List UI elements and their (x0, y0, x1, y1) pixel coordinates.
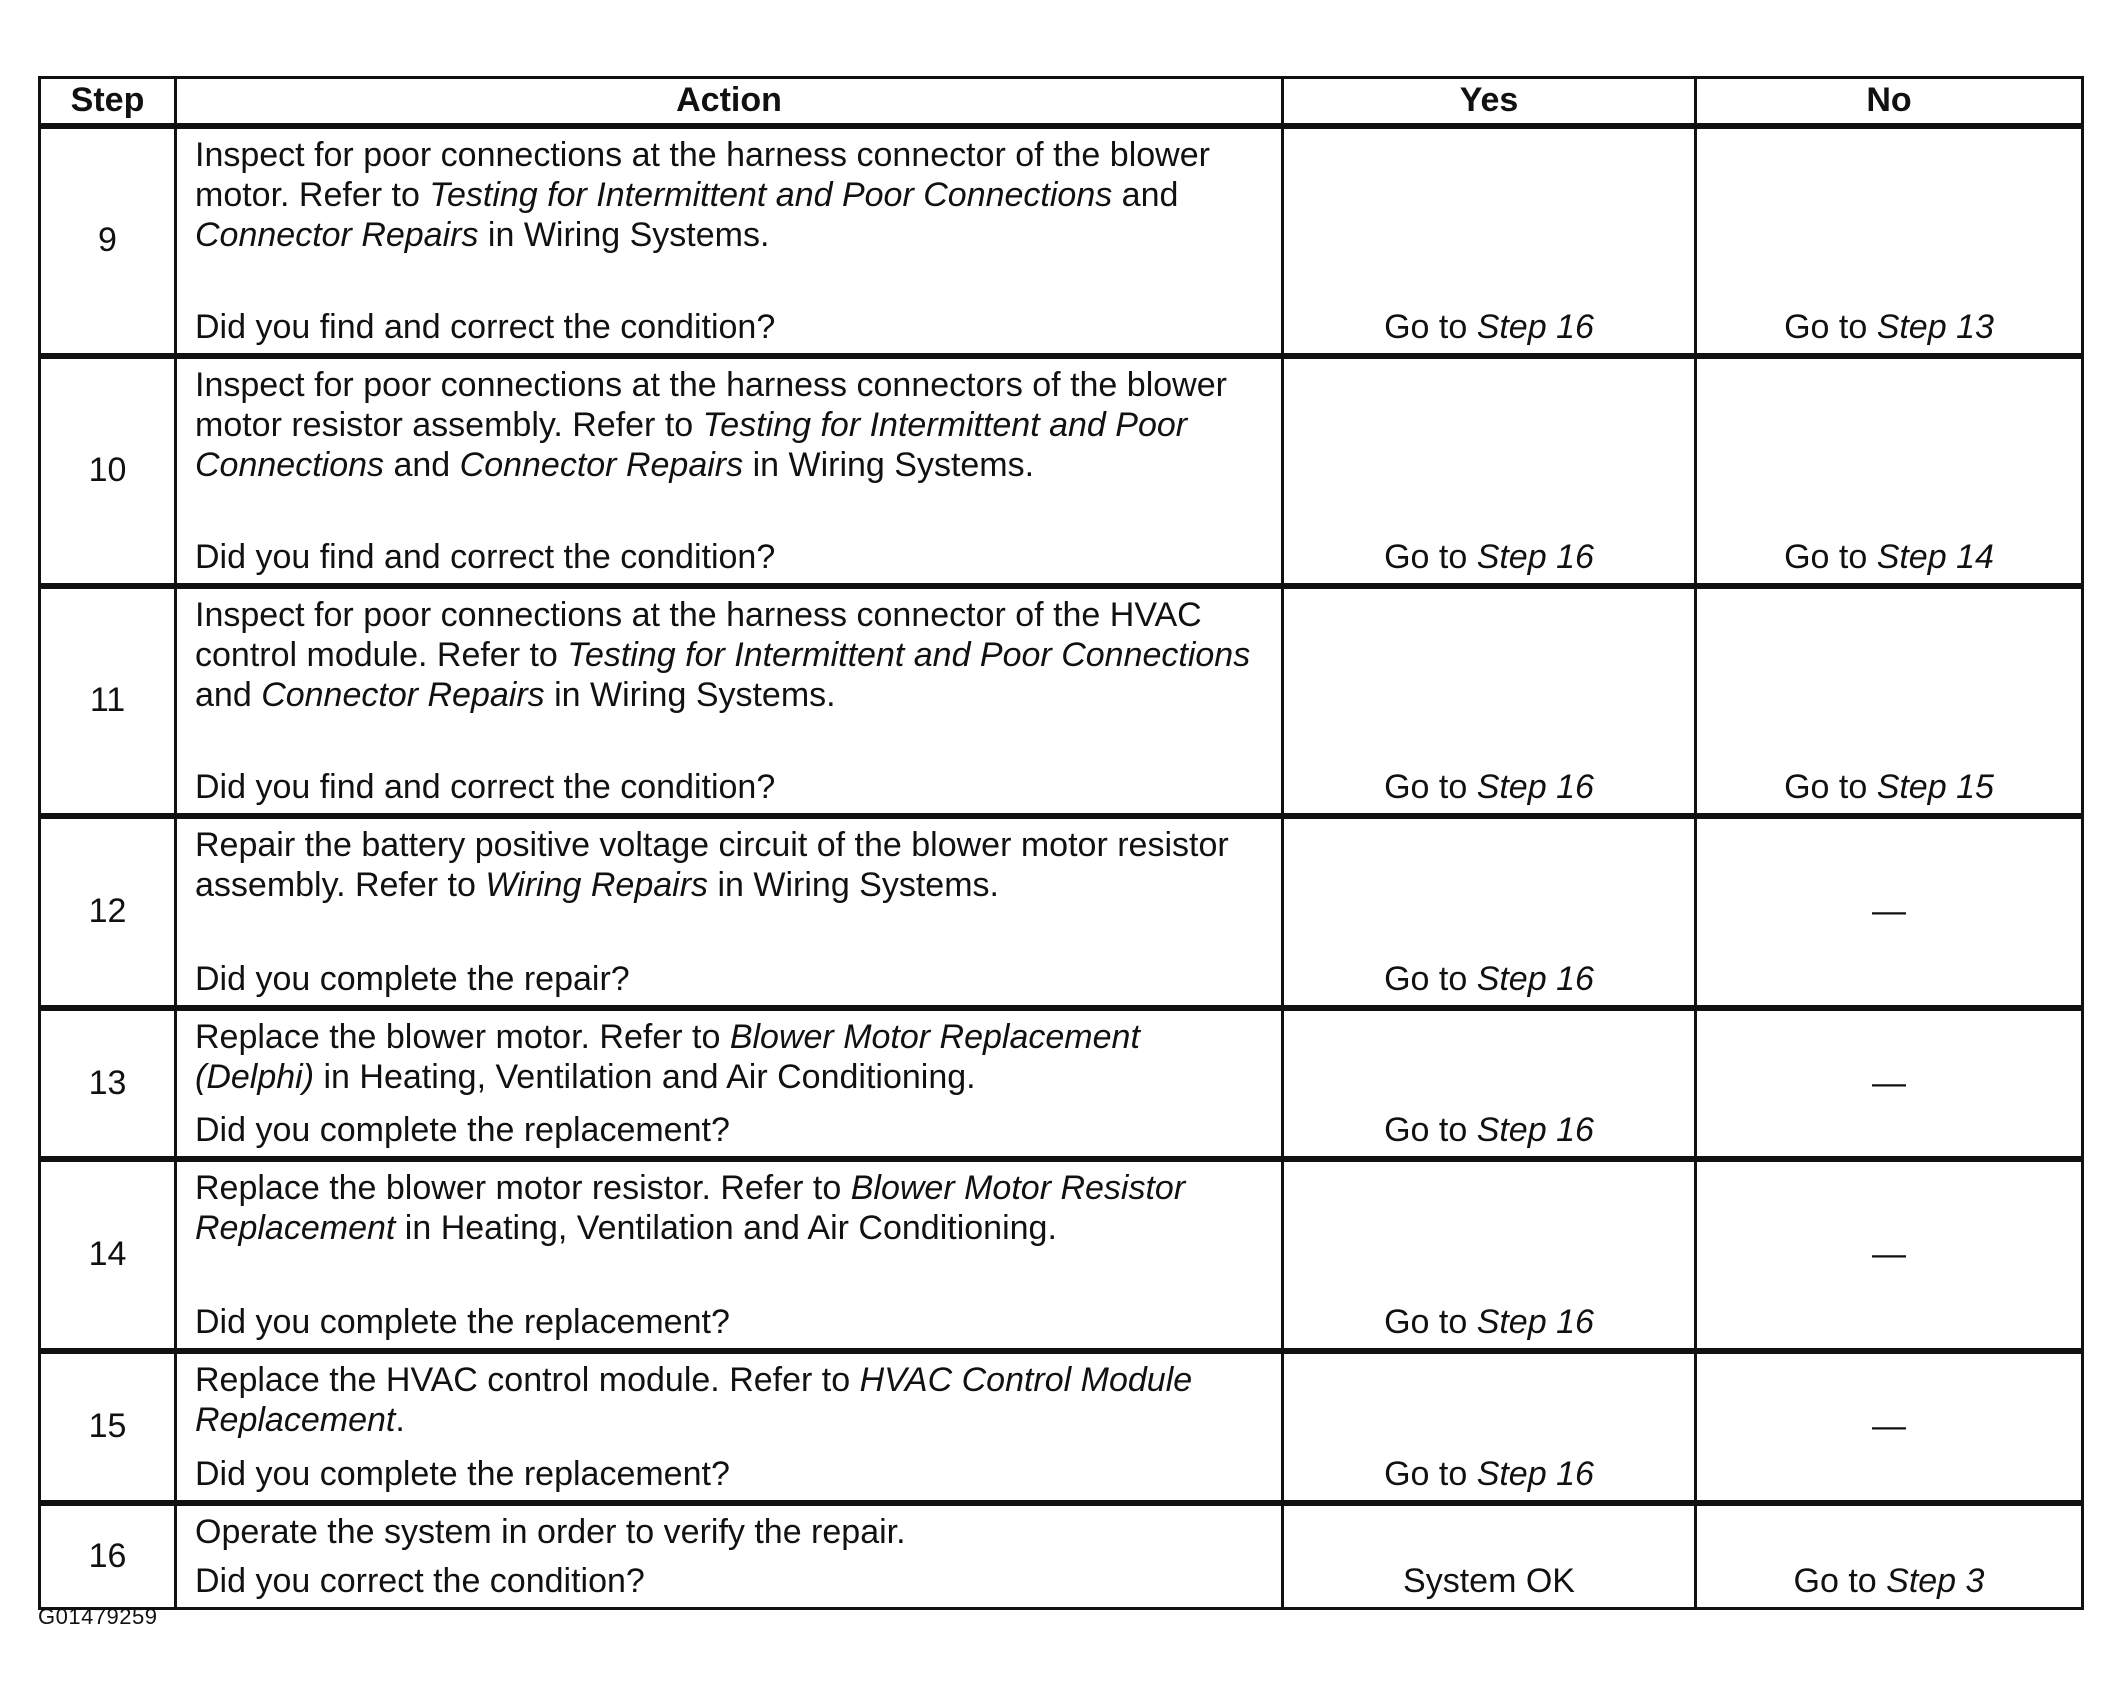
table-row (40, 356, 2083, 586)
text-segment: Operate the system in order to verify the repair. (195, 1512, 906, 1551)
text-segment: Go to (1793, 1561, 1887, 1600)
text-segment: in Wiring Systems. (708, 865, 999, 904)
text-segment: Go to (1384, 1110, 1477, 1149)
action-instruction (195, 1168, 1265, 1248)
reference-link-text: Step 16 (1476, 307, 1594, 346)
text-segment: Replace the blower motor. Refer to (195, 1017, 730, 1056)
reference-link-text: Step 16 (1476, 1454, 1594, 1493)
reference-link-text: Testing for Intermittent and Poor Connections (429, 175, 1113, 214)
text-segment: Go to (1384, 537, 1477, 576)
text-segment: Go to (1384, 1454, 1477, 1493)
action-question: Did you complete the repair? (195, 959, 630, 998)
action-cell (176, 586, 1283, 816)
action-cell (176, 1351, 1283, 1503)
text-segment: and (384, 445, 460, 484)
no-result (1696, 356, 2083, 586)
action-cell (176, 1159, 1283, 1351)
action-instruction (195, 1360, 1265, 1440)
reference-link-text: Blower Motor Resistor Replacement (195, 1168, 1186, 1247)
text-segment: Go to (1384, 959, 1477, 998)
text-segment: in Heating, Ventilation and Air Conditioning. (314, 1057, 976, 1096)
reference-link-text: Connector Repairs (261, 675, 545, 714)
reference-link-text: Connector Repairs (459, 445, 744, 484)
table-body (40, 126, 2083, 1609)
action-instruction (195, 365, 1265, 485)
figure-id: G01479259 (38, 1604, 158, 1629)
yes-result (1283, 1351, 1696, 1503)
yes-result (1283, 1503, 1696, 1609)
action-question: Did you complete the replacement? (195, 1454, 730, 1493)
step-number: 16 (40, 1503, 176, 1609)
action-cell (176, 1503, 1283, 1609)
step-number: 12 (40, 816, 176, 1008)
yes-result (1283, 356, 1696, 586)
table-row (40, 126, 2083, 356)
action-question: Did you complete the replacement? (195, 1110, 730, 1149)
reference-link-text: HVAC Control Module Replacement (195, 1360, 1193, 1439)
action-cell (176, 816, 1283, 1008)
text-segment: . (395, 1400, 405, 1439)
action-question: Did you complete the replacement? (195, 1302, 730, 1341)
action-cell (176, 1008, 1283, 1159)
action-cell (176, 126, 1283, 356)
text-segment: Go to (1384, 767, 1477, 806)
header-action: Action (176, 78, 1283, 126)
text-segment: System OK (1403, 1561, 1575, 1600)
text-segment: Replace the HVAC control module. Refer to (195, 1360, 860, 1399)
step-number: 14 (40, 1159, 176, 1351)
table-row (40, 1159, 2083, 1351)
reference-link-text: Step 13 (1876, 307, 1994, 346)
no-result (1696, 1159, 2083, 1351)
reference-link-text: Testing for Intermittent and Poor Connections (567, 635, 1251, 674)
text-segment: in Wiring Systems. (544, 675, 836, 714)
action-question: Did you correct the condition? (195, 1561, 645, 1600)
reference-link-text: Step 16 (1476, 537, 1594, 576)
text-segment: in Wiring Systems. (478, 215, 770, 254)
text-segment: — (1872, 1407, 1906, 1445)
text-segment: — (1872, 1063, 1906, 1102)
text-segment: Inspect for poor connections at the harness connector of the HVAC control module. Refer to (195, 595, 1202, 674)
reference-link-text: Step 16 (1476, 1110, 1594, 1149)
reference-link-text: Step 3 (1886, 1561, 1985, 1600)
reference-link-text: Testing for Intermittent and Poor Connections (195, 405, 1188, 484)
reference-link-text: Blower Motor Replacement (Delphi) (195, 1017, 1140, 1096)
reference-link-text: Step 14 (1876, 537, 1994, 576)
no-result (1696, 126, 2083, 356)
action-instruction (195, 595, 1265, 715)
action-question: Did you find and correct the condition? (195, 307, 776, 346)
yes-result (1283, 1159, 1696, 1351)
yes-result (1283, 126, 1696, 356)
text-segment: and (1112, 175, 1179, 214)
step-number: 9 (40, 126, 176, 356)
header-row (40, 78, 2083, 126)
diagnostic-table (38, 76, 2084, 1610)
text-segment: Go to (1384, 1302, 1477, 1341)
text-segment: in Heating, Ventilation and Air Conditioning. (395, 1208, 1057, 1247)
header-yes: Yes (1283, 78, 1696, 126)
table-row (40, 1503, 2083, 1609)
text-segment: Inspect for poor connections at the harness connectors of the blower motor resistor assembly. Refer to (195, 365, 1227, 444)
table-row (40, 1008, 2083, 1159)
text-segment: — (1872, 892, 1906, 930)
text-segment: Replace the blower motor resistor. Refer to (195, 1168, 851, 1207)
header-no: No (1696, 78, 2083, 126)
no-result (1696, 1351, 2083, 1503)
action-instruction (195, 1017, 1265, 1097)
yes-result (1283, 586, 1696, 816)
reference-link-text: Step 16 (1476, 767, 1594, 806)
table-row (40, 816, 2083, 1008)
text-segment: Repair the battery positive voltage circuit of the blower motor resistor assembly. Refer to (195, 825, 1229, 904)
step-number: 11 (40, 586, 176, 816)
yes-result (1283, 816, 1696, 1008)
reference-link-text: Step 16 (1476, 1302, 1594, 1341)
reference-link-text: Connector Repairs (195, 215, 479, 254)
text-segment: — (1872, 1235, 1906, 1273)
header-step: Step (40, 78, 176, 126)
text-segment: in Wiring Systems. (743, 445, 1035, 484)
reference-link-text: Step 16 (1476, 959, 1594, 998)
reference-link-text: Wiring Repairs (485, 865, 709, 904)
no-result (1696, 1503, 2083, 1609)
step-number: 13 (40, 1008, 176, 1159)
action-instruction (195, 135, 1265, 255)
text-segment: Go to (1384, 307, 1477, 346)
reference-link-text: Step 15 (1876, 767, 1994, 806)
no-result (1696, 1008, 2083, 1159)
text-segment: and (195, 675, 262, 714)
action-instruction (195, 825, 1265, 905)
text-segment: Inspect for poor connections at the harness connector of the blower motor. Refer to (195, 135, 1210, 214)
table-row (40, 586, 2083, 816)
yes-result (1283, 1008, 1696, 1159)
step-number: 10 (40, 356, 176, 586)
action-cell (176, 356, 1283, 586)
text-segment: Go to (1784, 537, 1877, 576)
text-segment: Go to (1784, 767, 1877, 806)
table-row (40, 1351, 2083, 1503)
action-question: Did you find and correct the condition? (195, 767, 776, 806)
text-segment: Go to (1784, 307, 1877, 346)
no-result (1696, 586, 2083, 816)
step-number: 15 (40, 1351, 176, 1503)
no-result (1696, 816, 2083, 1008)
action-question: Did you find and correct the condition? (195, 537, 776, 576)
action-instruction (195, 1512, 1265, 1552)
